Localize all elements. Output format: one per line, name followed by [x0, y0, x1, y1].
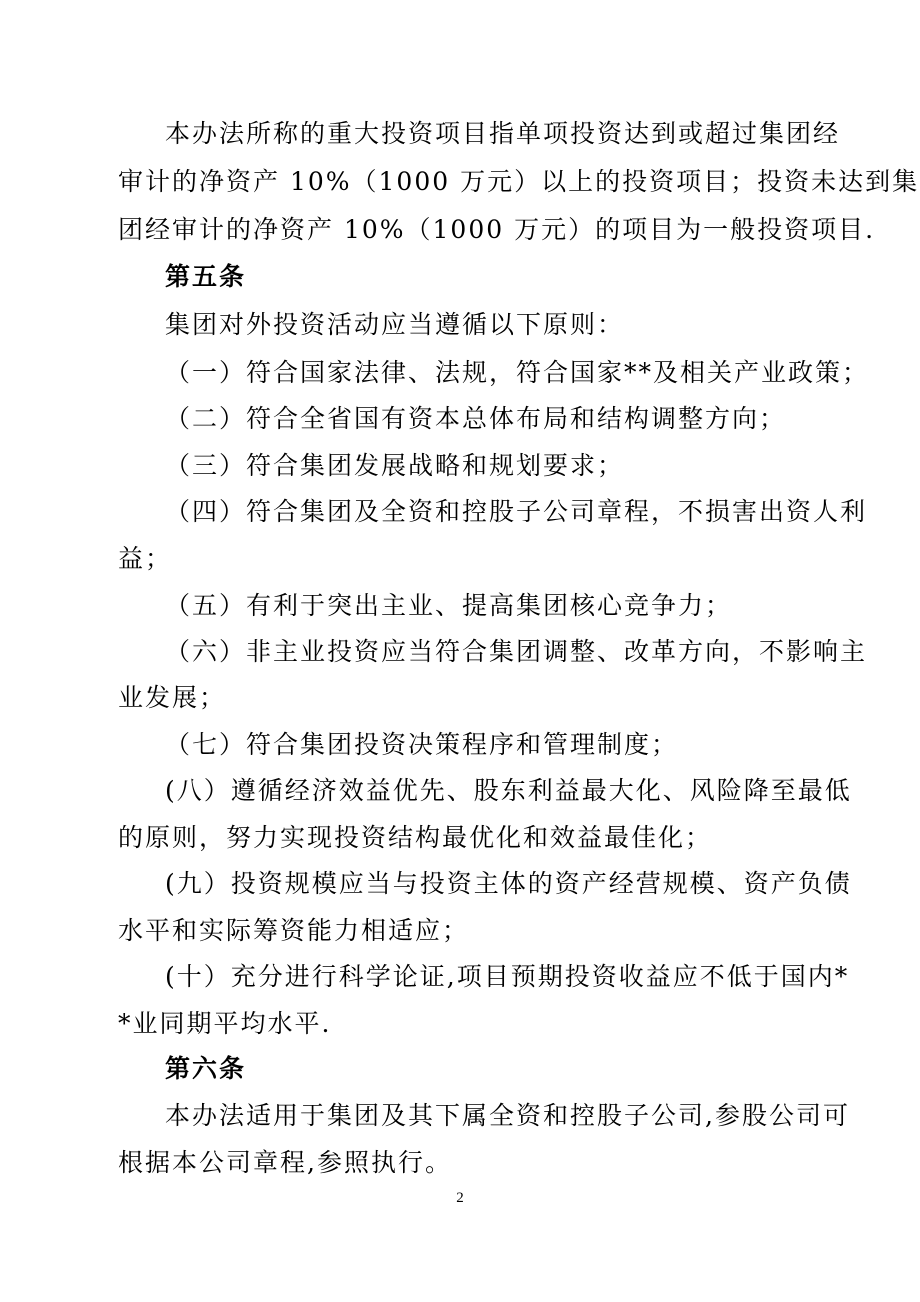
principle-item-6-cont: 业发展； — [118, 683, 227, 712]
principle-item-9-cont: 水平和实际筹资能力相适应； — [118, 916, 470, 945]
article-5-intro: 集团对外投资活动应当遵循以下原则： — [165, 310, 625, 339]
article-6-line-cont: 根据本公司章程,参照执行。 — [118, 1148, 452, 1177]
principle-item-4: （四）符合集团及全资和控股子公司章程，不损害出资人利 — [165, 497, 868, 526]
principle-item-5: （五）有利于突出主业、提高集团核心竞争力； — [165, 591, 733, 620]
principle-item-8-cont: 的原则，努力实现投资结构最优化和效益最佳化； — [118, 823, 713, 852]
principle-item-7: （七）符合集团投资决策程序和管理制度； — [165, 730, 679, 759]
principle-item-3: （三）符合集团发展战略和规划要求； — [165, 451, 625, 480]
principle-item-9: (九）投资规模应当与投资主体的资产经营规模、资产负债 — [165, 869, 852, 898]
principle-item-10-cont: *业同期平均水平. — [118, 1009, 332, 1038]
principle-item-6: （六）非主业投资应当符合集团调整、改革方向，不影响主 — [165, 637, 868, 666]
article-6-heading: 第六条 — [165, 1054, 247, 1083]
principle-item-2: （二）符合全省国有资本总体布局和结构调整方向； — [165, 404, 787, 433]
page-number: 2 — [456, 1190, 464, 1206]
principle-item-10: (十）充分进行科学论证,项目预期投资收益应不低于国内* — [165, 962, 850, 991]
principle-item-8: (八）遵循经济效益优先、股东利益最大化、风险降至最低 — [165, 776, 852, 805]
paragraph-line: 本办法所称的重大投资项目指单项投资达到或超过集团经 — [165, 119, 841, 148]
article-5-heading: 第五条 — [165, 262, 247, 291]
paragraph-line: 审计的净资产 10%（1000 万元）以上的投资项目；投资未达到集 — [118, 167, 920, 196]
principle-item-1: （一）符合国家法律、法规，符合国家**及相关产业政策； — [165, 358, 870, 387]
principle-item-4-cont: 益； — [118, 544, 173, 573]
article-6-line: 本办法适用于集团及其下属全资和控股子公司,参股公司可 — [165, 1101, 850, 1130]
paragraph-line: 团经审计的净资产 10%（1000 万元）的项目为一般投资项目. — [118, 215, 876, 244]
